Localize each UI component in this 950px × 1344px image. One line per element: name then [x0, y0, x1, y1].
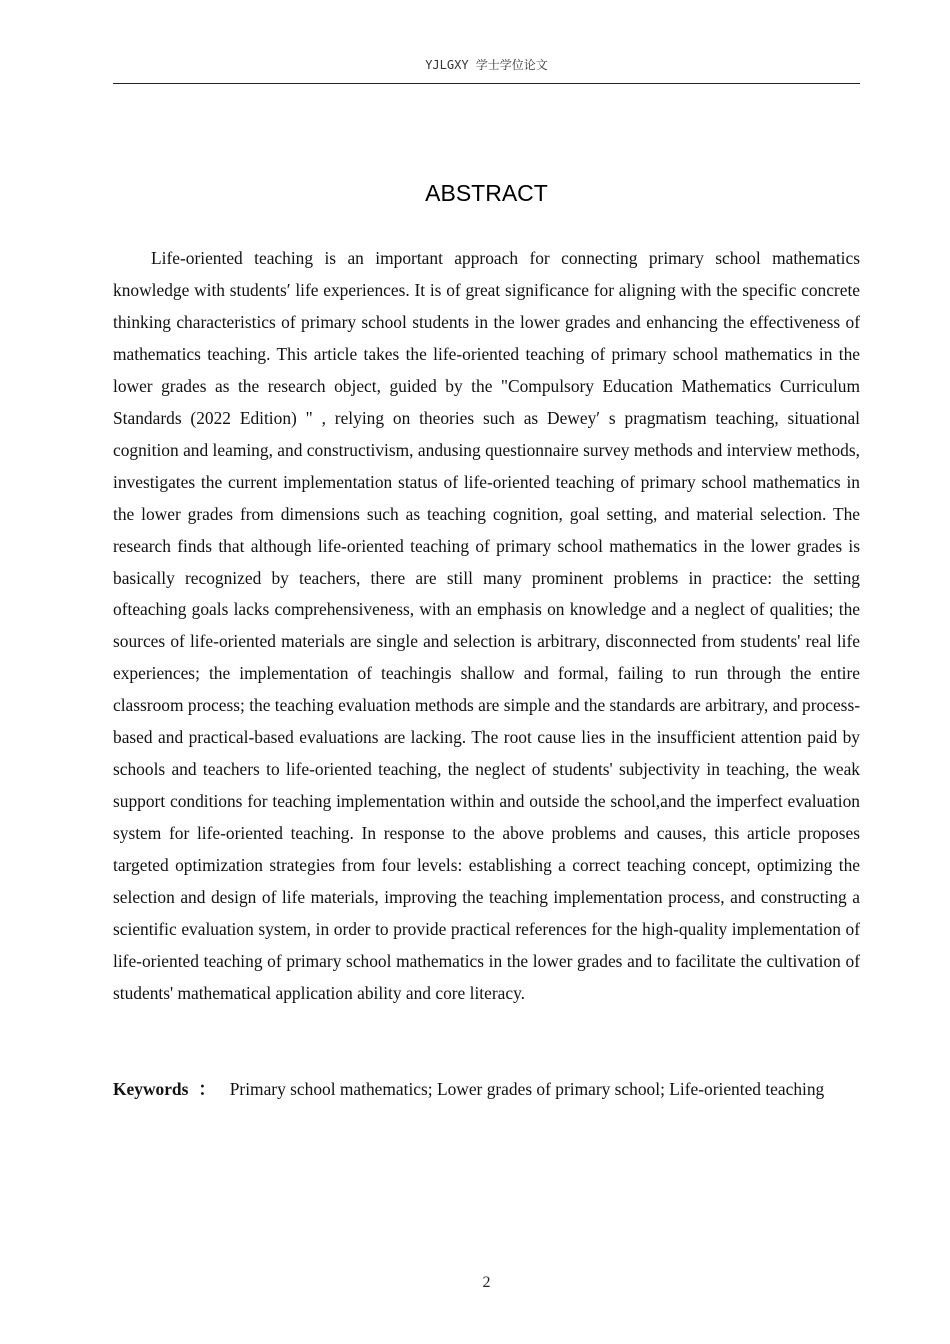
- header-divider: [113, 83, 860, 84]
- running-header: YJLGXY 学士学位论文: [425, 58, 548, 72]
- page-number: 2: [482, 1274, 491, 1291]
- abstract-body: Life-oriented teaching is an important approach for connecting primary school mathematics knowledge with students′ life experiences. It is of great significance for aligning with the specific concrete thinking characteristics of primary school students in the lower grades and enhancing the effectiveness of mathematics teaching. This article takes the life-oriented teaching of primary school mathematics in the lower grades as the research object, guided by the "Compulsory Education Mathematics Curriculum Standards (2022 Edition) " , relying on theories such as Dewey′ s pragmatism teaching, situational cognition and leaming, and constructivism, andusing questionnaire survey methods and interview methods, investigates the current implementation status of life-oriented teaching of primary school mathematics in the lower grades from dimensions such as teaching cognition, goal setting, and material selection. The research finds that although life-oriented teaching of primary school mathematics in the lower grades is basically recognized by teachers, there are still many prominent problems in practice: the setting ofteaching goals lacks comprehensiveness, with an emphasis on knowledge and a neglect of qualities; the sources of life-oriented materials are single and selection is arbitrary, disconnected from students' real life experiences; the implementation of teachingis shallow and formal, failing to run through the entire classroom process; the teaching evaluation methods are simple and the standards are arbitrary, and process-based and practical-based evaluations are lacking. The root cause lies in the insufficient attention paid by schools and teachers to life-oriented teaching, the neglect of students' subjectivity in teaching, the weak support conditions for teaching implementation within and outside the school,and the imperfect evaluation system for life-oriented teaching. In response to the above problems and causes, this article proposes targeted optimization strategies from four levels: establishing a correct teaching concept, optimizing the selection and design of life materials, improving the teaching implementation process, and constructing a scientific evaluation system, in order to provide practical references for the high-quality implementation of life-oriented teaching of primary school mathematics in the lower grades and to facilitate the cultivation of students' mathematical application ability and core literacy.: [113, 248, 860, 1003]
- keywords-text: Primary school mathematics; Lower grades of primary school; Life-oriented teaching: [229, 1079, 825, 1099]
- keywords-label: Keywords: [113, 1079, 189, 1099]
- keywords-paragraph: [113, 1074, 860, 1106]
- abstract-heading: ABSTRACT: [425, 180, 548, 206]
- keywords-separator: ：: [198, 1079, 216, 1099]
